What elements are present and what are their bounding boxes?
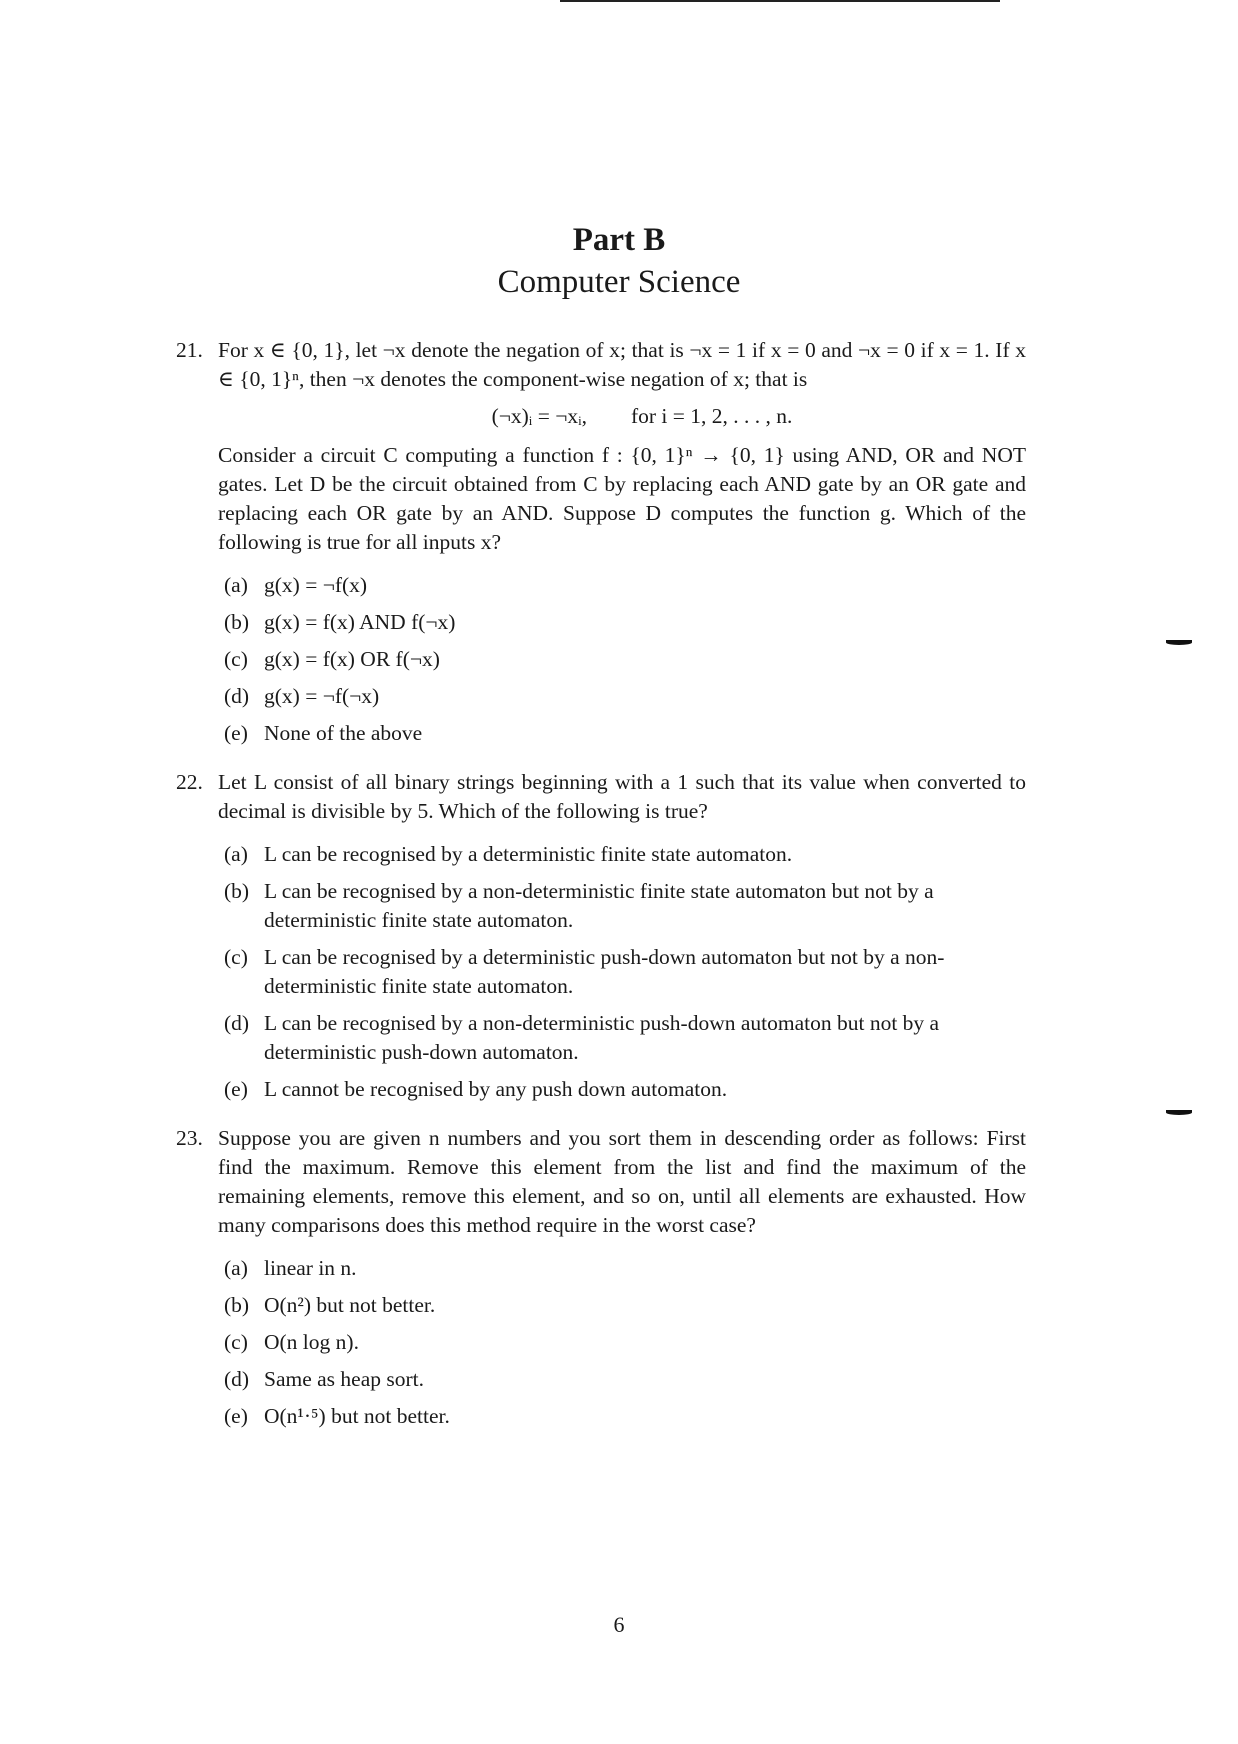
option-b bbox=[224, 1291, 1026, 1320]
option-text: g(x) = f(x) OR f(¬x) bbox=[264, 647, 440, 671]
option-text: g(x) = f(x) AND f(¬x) bbox=[264, 610, 456, 634]
option-c bbox=[224, 943, 1026, 1001]
option-list bbox=[218, 1254, 1026, 1431]
question-text: For x ∈ {0, 1}, let ¬x denote the negation of x; that is ¬x = 1 if x = 0 and ¬x = 0 if x = 1. If x ∈ {0, 1}ⁿ, then ¬x denotes the component-wise negation of x; that is bbox=[218, 338, 1026, 391]
option-label: (c) bbox=[224, 945, 248, 969]
option-label: (c) bbox=[224, 1330, 248, 1354]
option-text: None of the above bbox=[264, 721, 423, 745]
option-b bbox=[224, 608, 1026, 637]
option-text: L cannot be recognised by any push down automaton. bbox=[264, 1077, 728, 1101]
option-label: (e) bbox=[224, 1077, 248, 1101]
option-label: (e) bbox=[224, 1404, 248, 1428]
option-label: (b) bbox=[224, 1293, 250, 1317]
option-a bbox=[224, 571, 1026, 600]
option-c bbox=[224, 1328, 1026, 1357]
question-number: 21. bbox=[176, 338, 203, 362]
option-label: (a) bbox=[224, 573, 248, 597]
option-text: L can be recognised by a deterministic push-down automaton but not by a non-deterministic finite state automaton. bbox=[264, 945, 945, 998]
question-list bbox=[176, 336, 1026, 1451]
top-scan-rule bbox=[560, 0, 1000, 2]
option-a bbox=[224, 1254, 1026, 1283]
option-label: (b) bbox=[224, 879, 250, 903]
margin-tick-mark bbox=[1166, 640, 1192, 645]
option-e bbox=[224, 719, 1026, 748]
option-label: (c) bbox=[224, 647, 248, 671]
option-text: Same as heap sort. bbox=[264, 1367, 425, 1391]
question-text-continued: Consider a circuit C computing a function f : {0, 1}ⁿ → {0, 1} using AND, OR and NOT gates. Let D be the circuit obtained from C by replacing each AND gate by an OR gate and replacing each OR gate by an AND. Suppose D computes the function g. Which of the following is true for all inputs x? bbox=[218, 443, 1026, 554]
option-label: (e) bbox=[224, 721, 248, 745]
option-text: O(n²) but not better. bbox=[264, 1293, 436, 1317]
option-e bbox=[224, 1075, 1026, 1104]
option-label: (b) bbox=[224, 610, 250, 634]
option-text: O(n¹·⁵) but not better. bbox=[264, 1404, 450, 1428]
question-21 bbox=[176, 336, 1026, 748]
option-list bbox=[218, 571, 1026, 748]
display-equation bbox=[218, 402, 1026, 431]
option-label: (a) bbox=[224, 1256, 248, 1280]
option-text: linear in n. bbox=[264, 1256, 357, 1280]
option-list bbox=[218, 840, 1026, 1104]
option-label: (d) bbox=[224, 1367, 250, 1391]
question-22 bbox=[176, 768, 1026, 1104]
option-text: g(x) = ¬f(x) bbox=[264, 573, 368, 597]
margin-tick-mark bbox=[1166, 1110, 1192, 1115]
option-text: O(n log n). bbox=[264, 1330, 359, 1354]
option-d bbox=[224, 1009, 1026, 1067]
option-d bbox=[224, 1365, 1026, 1394]
option-e bbox=[224, 1402, 1026, 1431]
option-c bbox=[224, 645, 1026, 674]
question-23 bbox=[176, 1124, 1026, 1431]
question-text: Suppose you are given n numbers and you sort them in descending order as follows: First find the maximum. Remove this element from the list and find the maximum of the remaining elements, remove this element, and so on, until all elements are exhausted. How many comparisons does this method require in the worst case? bbox=[218, 1126, 1026, 1237]
option-text: L can be recognised by a non-deterministic finite state automaton but not by a deterministic finite state automaton. bbox=[264, 879, 934, 932]
page-number: 6 bbox=[613, 1612, 625, 1637]
option-label: (d) bbox=[224, 684, 250, 708]
question-number: 23. bbox=[176, 1126, 203, 1150]
option-text: L can be recognised by a non-deterministic push-down automaton but not by a deterministic push-down automaton. bbox=[264, 1011, 940, 1064]
equation-left: (¬x)ᵢ = ¬xᵢ, bbox=[491, 404, 587, 428]
subject-title: Computer Science bbox=[497, 264, 741, 300]
part-title: Part B bbox=[572, 222, 666, 258]
question-text: Let L consist of all binary strings beginning with a 1 such that its value when converted to decimal is divisible by 5. Which of the following is true? bbox=[218, 770, 1026, 823]
option-d bbox=[224, 682, 1026, 711]
option-b bbox=[224, 877, 1026, 935]
option-label: (a) bbox=[224, 842, 248, 866]
option-label: (d) bbox=[224, 1011, 250, 1035]
question-number: 22. bbox=[176, 770, 203, 794]
equation-right: for i = 1, 2, . . . , n. bbox=[630, 404, 793, 428]
option-text: g(x) = ¬f(¬x) bbox=[264, 684, 380, 708]
option-text: L can be recognised by a deterministic finite state automaton. bbox=[264, 842, 793, 866]
option-a bbox=[224, 840, 1026, 869]
